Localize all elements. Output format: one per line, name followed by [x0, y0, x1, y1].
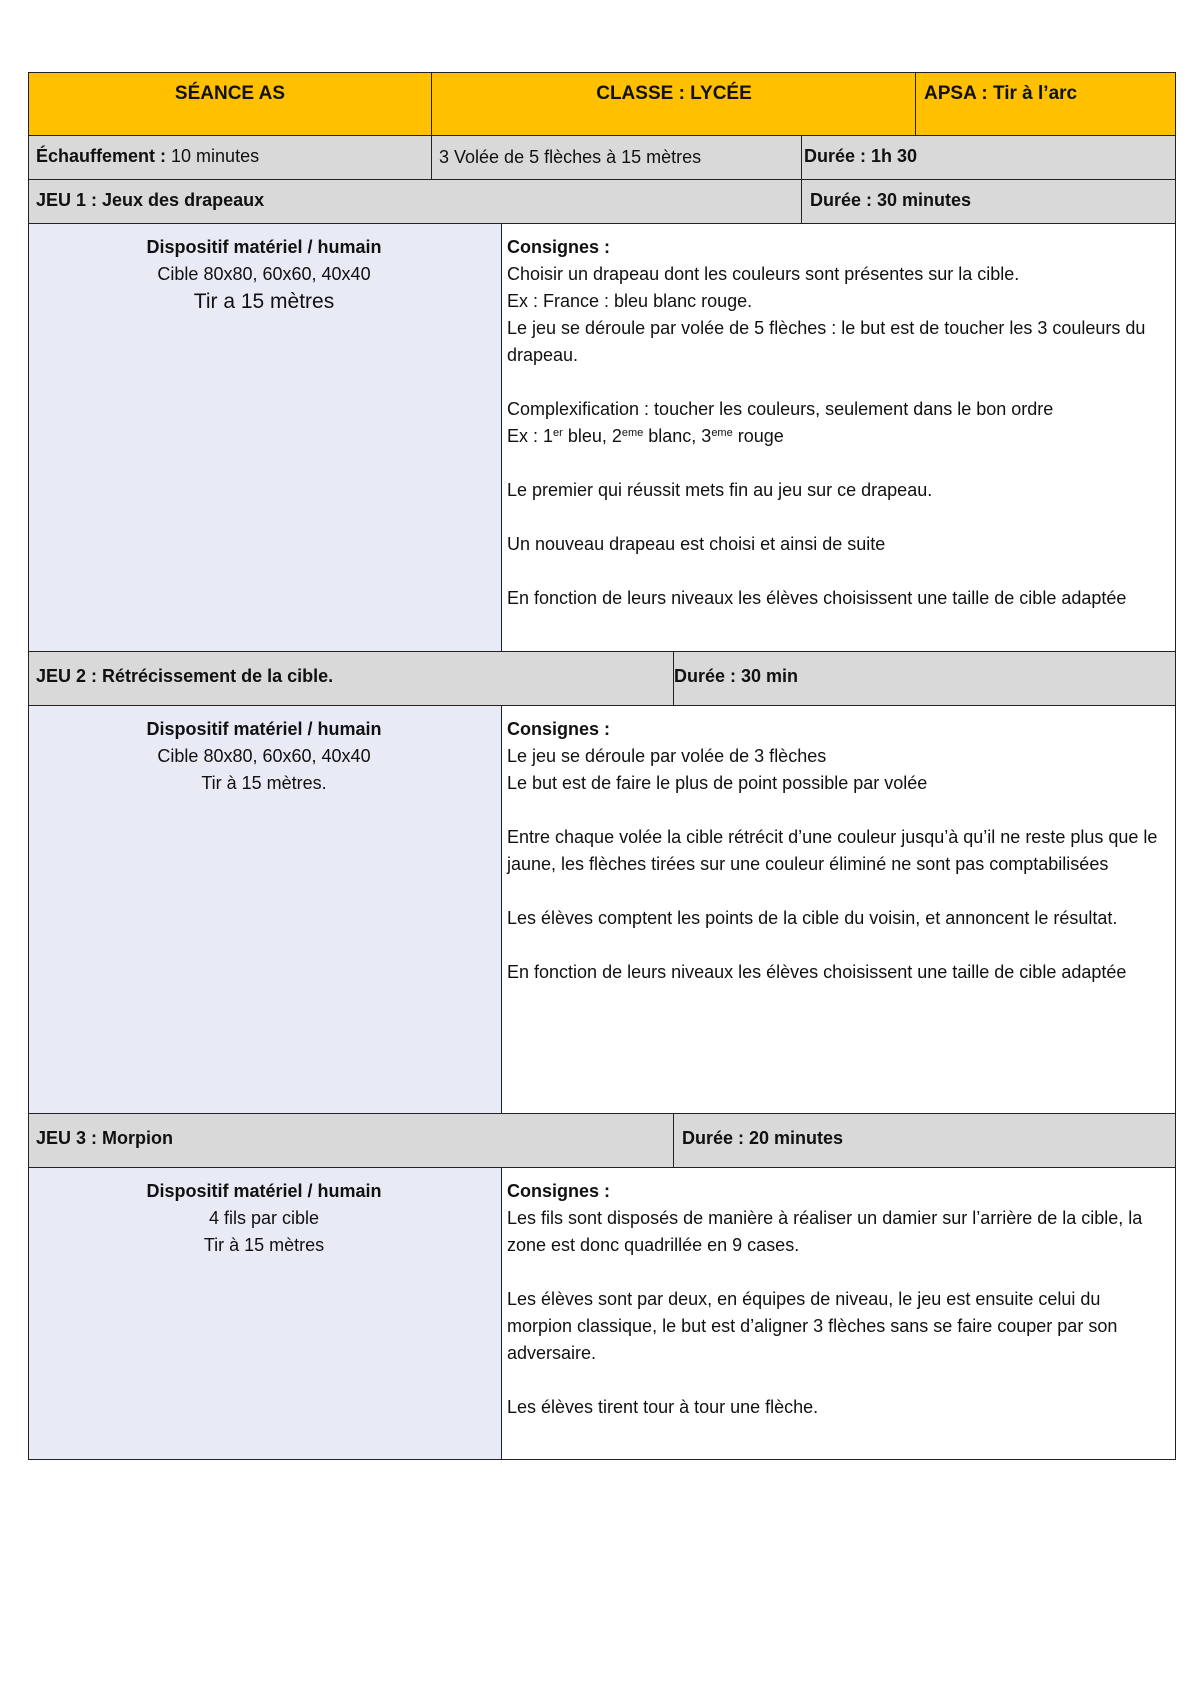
game2-title-row — [28, 652, 1176, 706]
consigne-line: Le jeu se déroule par volée de 3 flèches — [507, 746, 827, 766]
order-text: blanc, 3 — [643, 426, 712, 446]
consigne-line: Le jeu se déroule par volée de 5 flèches : le but est de toucher les 3 couleurs du drapeau. — [507, 318, 1146, 365]
game3-device-title: Dispositif matériel / humain — [146, 1181, 382, 1201]
game2-title: JEU 2 : Rétrécissement de la cible. — [36, 666, 334, 686]
consigne-spacer — [507, 932, 1169, 959]
order-text: Ex : 1 — [507, 426, 554, 446]
game3-device-line: Tir à 15 mètres — [203, 1235, 325, 1255]
consigne-line: Complexification : toucher les couleurs, seulement dans le bon ordre — [507, 399, 1054, 419]
consigne-line: Entre chaque volée la cible rétrécit d’une couleur jusqu’à qu’il ne reste plus que le jaune, les flèches tirées sur une couleur éliminé ne sont pas comptabilisées — [507, 827, 1158, 874]
game1-title-row — [28, 180, 1176, 224]
consigne-spacer — [507, 450, 1169, 477]
ordinal-suffix: er — [553, 427, 563, 439]
game1-device-cell — [29, 224, 501, 651]
game3-consignes-title: Consignes : — [507, 1181, 611, 1201]
session-sheet — [28, 72, 1176, 1460]
warmup-cell — [29, 136, 431, 179]
consigne-line: Choisir un drapeau dont les couleurs sont présentes sur la cible. — [507, 264, 1020, 284]
apsa-cell — [915, 73, 1175, 135]
game2-duration-cell — [673, 652, 1175, 705]
ordinal-suffix: eme — [621, 427, 644, 439]
session-duration-cell — [801, 136, 1175, 179]
consigne-spacer — [507, 1259, 1169, 1286]
game1-consignes — [507, 234, 1169, 612]
classe-label: CLASSE : LYCÉE — [596, 83, 752, 104]
seance-cell — [29, 73, 431, 135]
warmup-row — [28, 136, 1176, 180]
seance-label: SÉANCE AS — [174, 83, 286, 104]
game1-device-title: Dispositif matériel / humain — [146, 237, 382, 257]
warmup-label: Échauffement : — [36, 146, 167, 166]
game3-title-cell — [29, 1114, 673, 1167]
game3-duration: Durée : 20 minutes — [682, 1128, 844, 1148]
consigne-spacer — [507, 504, 1169, 531]
game2-consignes — [507, 716, 1169, 986]
volley-cell — [431, 136, 801, 179]
volley-text: 3 Volée de 5 flèches à 15 mètres — [439, 147, 702, 167]
consigne-order-line — [507, 423, 1169, 450]
game1-body-row — [28, 224, 1176, 652]
consigne-spacer — [507, 797, 1169, 824]
game1-device-line: Cible 80x80, 60x60, 40x40 — [157, 264, 371, 284]
game3-consignes — [507, 1178, 1169, 1421]
classe-cell — [431, 73, 915, 135]
game2-device-title: Dispositif matériel / humain — [146, 719, 382, 739]
consigne-line: Les fils sont disposés de manière à réaliser un damier sur l’arrière de la cible, la zone est donc quadrillée en 9 cases. — [507, 1208, 1143, 1255]
warmup-text — [36, 146, 259, 167]
game1-duration-cell — [801, 180, 1175, 223]
header-row — [28, 72, 1176, 136]
game3-device-cell — [29, 1168, 501, 1459]
game3-title: JEU 3 : Morpion — [36, 1128, 174, 1148]
warmup-value: 10 minutes — [166, 146, 260, 166]
game3-title-row — [28, 1114, 1176, 1168]
order-text: rouge — [732, 426, 784, 446]
consigne-spacer — [507, 558, 1169, 585]
consigne-line: Les élèves comptent les points de la cible du voisin, et annoncent le résultat. — [507, 908, 1118, 928]
consigne-line: Les élèves sont par deux, en équipes de niveau, le jeu est ensuite celui du morpion classique, le but est d’aligner 3 flèches sans se faire couper par son adversaire. — [507, 1289, 1118, 1363]
game1-consignes-title: Consignes : — [507, 237, 611, 257]
game2-device-cell — [29, 706, 501, 1113]
ordinal-suffix: eme — [711, 427, 733, 439]
consigne-line: Ex : France : bleu blanc rouge. — [507, 291, 753, 311]
game1-title: JEU 1 : Jeux des drapeaux — [36, 190, 265, 210]
game2-duration: Durée : 30 min — [674, 666, 799, 686]
consigne-spacer — [507, 1367, 1169, 1394]
game2-device-line: Cible 80x80, 60x60, 40x40 — [157, 746, 371, 766]
consigne-line: En fonction de leurs niveaux les élèves choisissent une taille de cible adaptée — [507, 588, 1127, 608]
game3-device-line: 4 fils par cible — [208, 1208, 320, 1228]
consigne-line: En fonction de leurs niveaux les élèves choisissent une taille de cible adaptée — [507, 962, 1127, 982]
game1-device-line: Tir a 15 mètres — [193, 290, 335, 313]
consigne-spacer — [507, 369, 1169, 396]
game2-title-cell — [29, 652, 673, 705]
order-text: bleu, 2 — [562, 426, 622, 446]
game2-consignes-title: Consignes : — [507, 719, 611, 739]
game3-body-row — [28, 1168, 1176, 1460]
game3-duration-cell — [673, 1114, 1175, 1167]
game1-duration: Durée : 30 minutes — [810, 190, 972, 210]
consigne-line: Les élèves tirent tour à tour une flèche. — [507, 1397, 819, 1417]
consigne-spacer — [507, 878, 1169, 905]
consigne-line: Un nouveau drapeau est choisi et ainsi de suite — [507, 534, 886, 554]
consigne-line: Le premier qui réussit mets fin au jeu sur ce drapeau. — [507, 480, 933, 500]
game1-title-cell — [29, 180, 801, 223]
game2-device-line: Tir à 15 mètres. — [201, 773, 327, 793]
consigne-line: Le but est de faire le plus de point possible par volée — [507, 773, 928, 793]
apsa-label: APSA : Tir à l’arc — [924, 83, 1078, 104]
game2-body-row — [28, 706, 1176, 1114]
session-duration: Durée : 1h 30 — [804, 146, 918, 166]
